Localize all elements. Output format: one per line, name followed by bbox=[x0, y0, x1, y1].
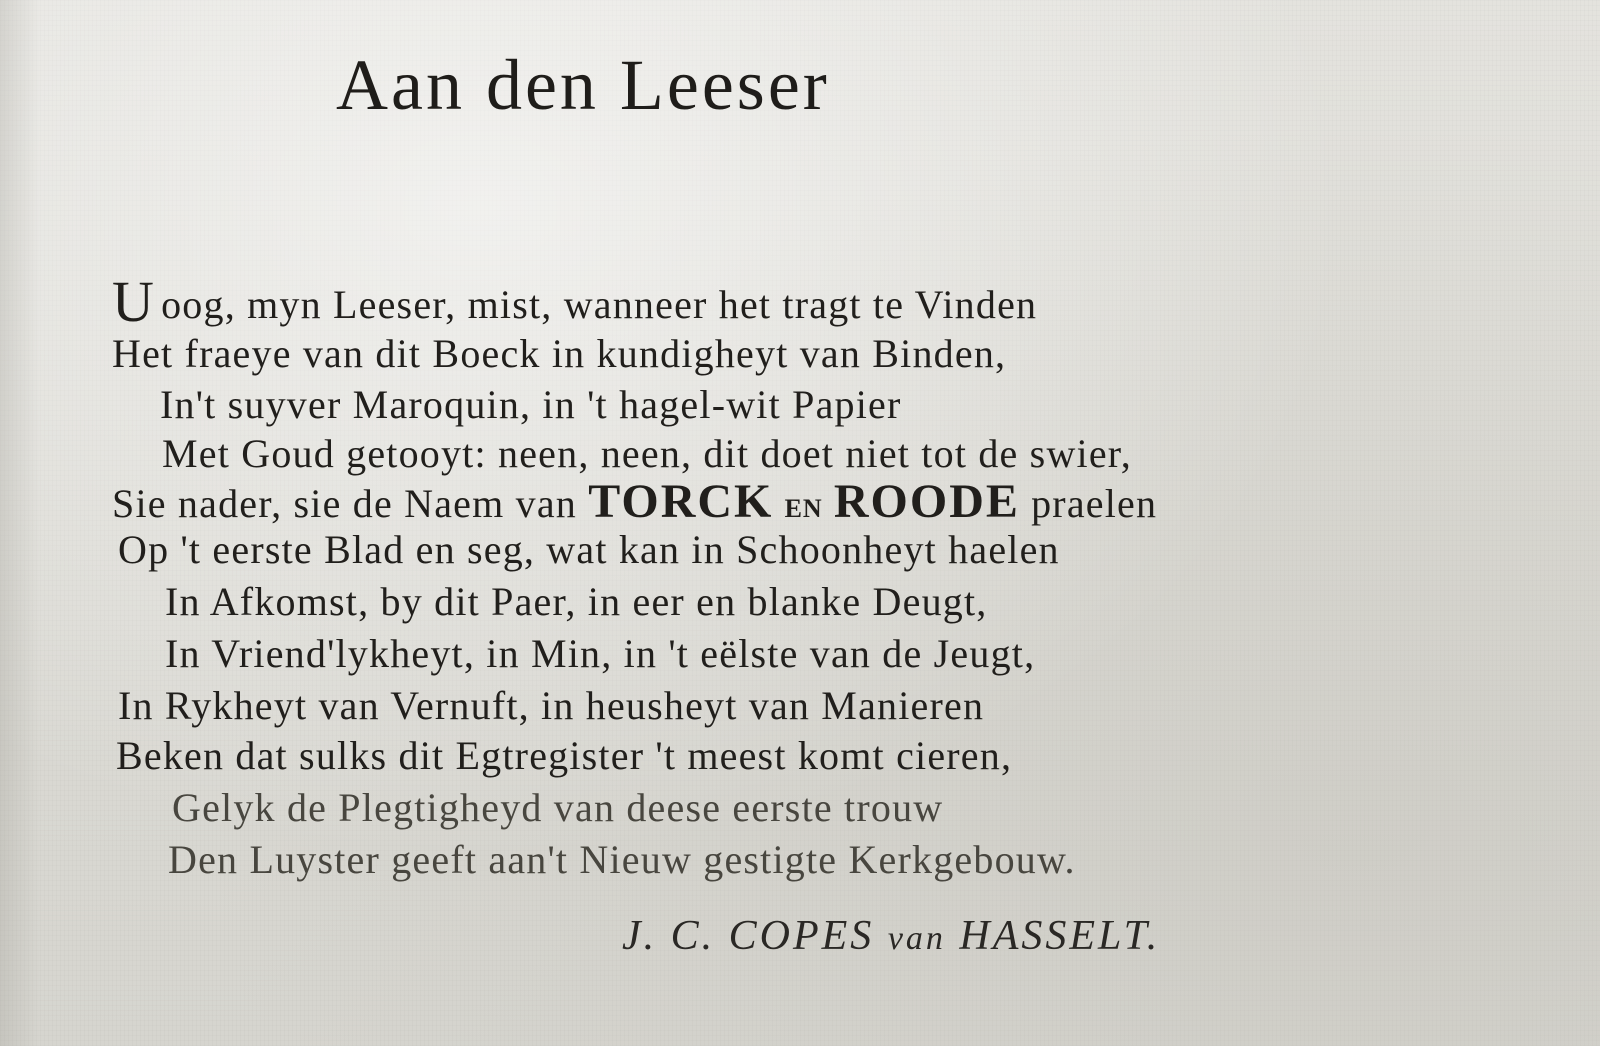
signature-hasselt: HASSELT. bbox=[959, 913, 1161, 959]
signature bbox=[622, 912, 1160, 960]
poem-line-8: In Vriend'lykheyt, in Min, in 't eëlste van de Jeugt, bbox=[165, 631, 1036, 676]
poem-title: Aan den Leeser bbox=[336, 45, 830, 125]
poem-line-5 bbox=[112, 475, 1158, 533]
signature-van: van bbox=[887, 920, 946, 957]
drop-cap: U bbox=[112, 269, 156, 334]
poem-line-10: Beken dat sulks dit Egtregister 't meest komt cieren, bbox=[116, 733, 1013, 778]
poem-line-11: Gelyk de Plegtigheyd van deese eerste trouw bbox=[172, 785, 944, 830]
poem-line-1-text: oog, myn Leeser, mist, wanneer het tragt te Vinden bbox=[161, 282, 1038, 327]
poem-line-3: In't suyver Maroquin, in 't hagel-wit Papier bbox=[160, 382, 902, 427]
name-torck: TORCK bbox=[588, 475, 774, 528]
poem-line-5-after: praelen bbox=[1031, 481, 1158, 526]
poem-line-7: In Afkomst, by dit Paer, in eer en blanke Deugt, bbox=[165, 579, 988, 624]
word-en: EN bbox=[784, 494, 823, 523]
poem-line-9: In Rykheyt van Vernuft, in heusheyt van Manieren bbox=[118, 683, 985, 728]
poem-line-1 bbox=[112, 269, 1038, 334]
poem-line-12: Den Luyster geeft aan't Nieuw gestigte Kerkgebouw. bbox=[168, 837, 1076, 882]
poem-line-2: Het fraeye van dit Boeck in kundigheyt van Binden, bbox=[112, 331, 1007, 376]
signature-copes: COPES bbox=[728, 913, 875, 959]
poem-line-6: Op 't eerste Blad en seg, wat kan in Schoonheyt haelen bbox=[118, 527, 1060, 572]
name-roode: ROODE bbox=[833, 475, 1020, 528]
poem-line-5-before: Sie nader, sie de Naem van bbox=[112, 481, 577, 526]
poem-line-4: Met Goud getooyt: neen, neen, dit doet niet tot de swier, bbox=[162, 431, 1132, 476]
page-edge-shadow bbox=[0, 0, 40, 1046]
signature-initials: J. C. bbox=[622, 913, 716, 959]
